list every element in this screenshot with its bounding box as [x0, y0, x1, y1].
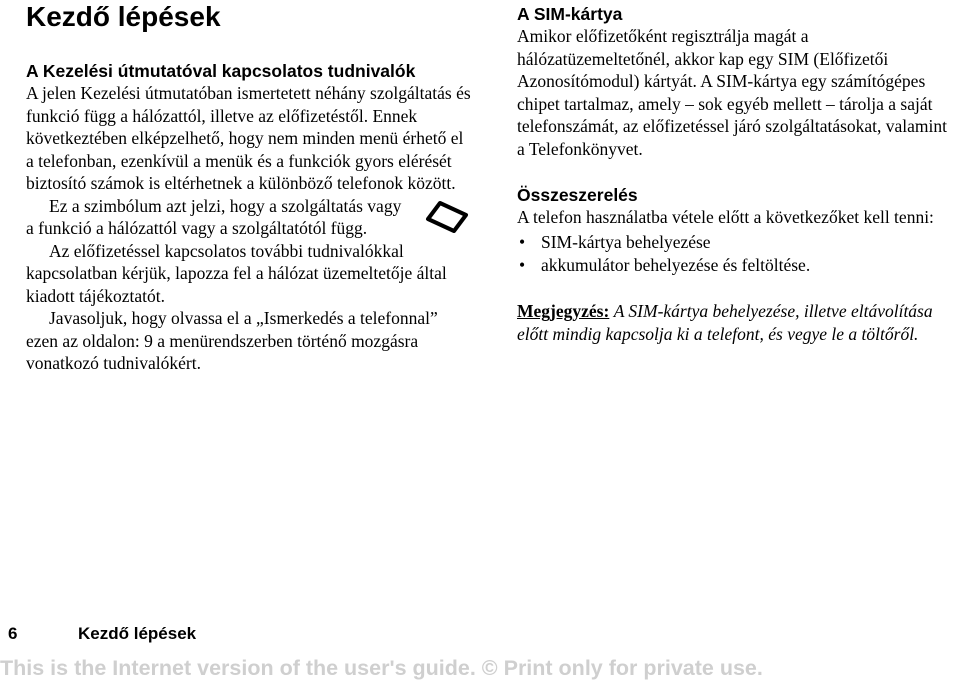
intro-paragraph: A jelen Kezelési útmutatóban ismertetett néhány szolgáltatás és funkció függ a hálózattól, illetve az előfizetéstől. Ennek következtében elképzelhető, hogy nem minden menü érhető el a telefonban, ezenkívül a menük és a funkciók gyors elérését biztosító számok is eltérhetnek a különböző telefonok között. — [26, 83, 471, 193]
note-text: A SIM-kártya behelyezése, illetve eltávolítása előtt mindig kapcsolja ki a telefont, és vegye le a töltőről. — [517, 300, 933, 344]
bullet-icon: • — [519, 231, 526, 252]
symbol-note — [26, 195, 471, 240]
watermark: This is the Internet version of the user's guide. © Print only for private use. — [0, 656, 763, 680]
page-title: Kezdő lépések — [26, 1, 221, 32]
list-item: • akkumulátor behelyezése és feltöltése. — [519, 254, 811, 275]
assembly-steps-list — [517, 231, 957, 277]
symbol-paragraph: Ez a szimbólum azt jelzi, hogy a szolgáltatás vagy a funkció a hálózattól vagy a szolgáltatótól függ. — [26, 195, 402, 238]
footer-section-title: Kezdő lépések — [78, 624, 197, 643]
recommendation-paragraph: Javasoljuk, hogy olvassa el a „Ismerkedés a telefonnal” ezen az oldalon: 9 a menürendszerben történő mozgásra vonatkozó tudnivalókért. — [26, 308, 438, 373]
page-footer — [8, 624, 196, 644]
note-label: Megjegyzés: — [517, 300, 610, 321]
note-paragraph — [517, 300, 957, 346]
right-column — [517, 0, 957, 346]
network-dependent-icon — [424, 199, 470, 235]
bullet-icon: • — [519, 254, 526, 275]
left-column — [26, 0, 471, 375]
assembly-paragraph: A telefon használatba vétele előtt a következőket kell tenni: — [517, 207, 934, 227]
assembly-heading: Összeszerelés — [517, 185, 638, 205]
page-number: 6 — [8, 624, 18, 643]
subscription-paragraph: Az előfizetéssel kapcsolatos további tudnivalókkal kapcsolatban kérjük, lapozza fel a hálózat üzemeltetője által kiadott tájékoztatót. — [26, 240, 447, 306]
manual-info-heading: A Kezelési útmutatóval kapcsolatos tudnivalók — [26, 61, 416, 81]
sim-card-paragraph: Amikor előfizetőként regisztrálja magát a hálózatüzemeltetőnél, akkor kap egy SIM (Előfizetői Azonosítómodul) kártyát. A SIM-kártya egy számítógépes chipet tartalmaz, amely – sok egyéb mellett – tárolja a saját telefonszámát, az előfizetéssel járó szolgáltatásokat, valamint a Telefonkönyvet. — [517, 26, 948, 159]
list-item: • SIM-kártya behelyezése — [519, 231, 711, 252]
sim-card-heading: A SIM-kártya — [517, 4, 623, 24]
